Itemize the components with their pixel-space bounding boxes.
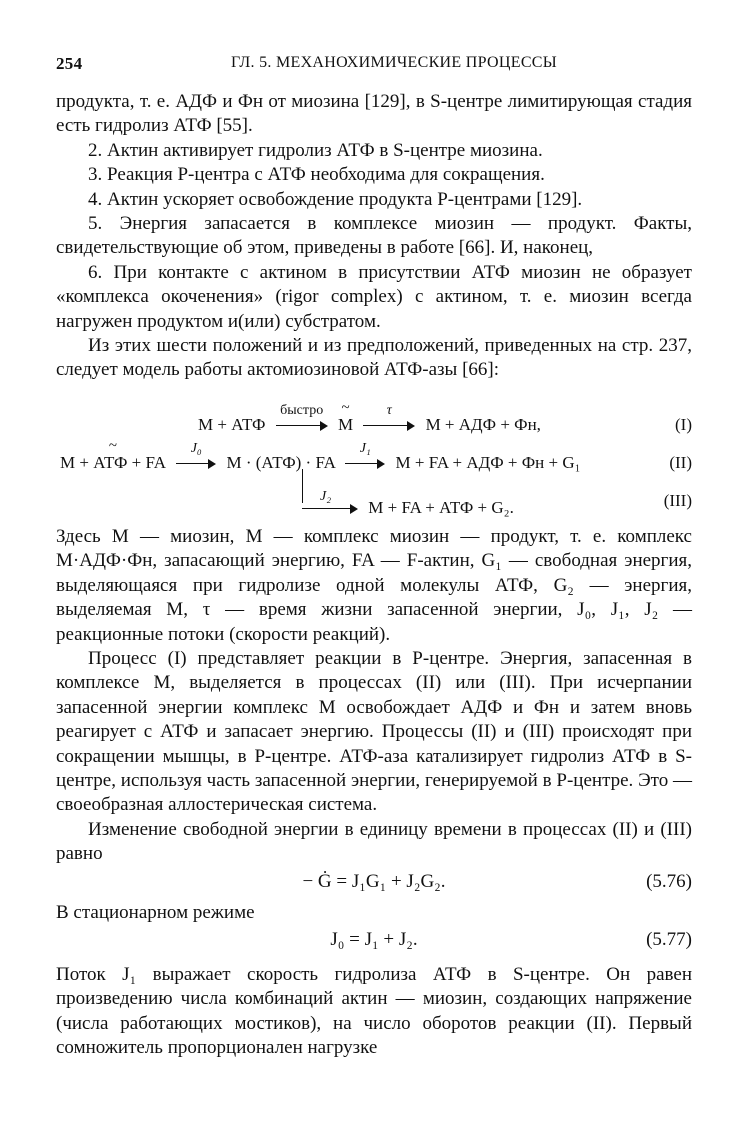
reaction-arrow	[363, 402, 415, 431]
arrow-label: быстро	[280, 402, 324, 418]
paragraph: Поток J₁ выражает скорость гидролиза АТФ в S-центре. Он равен произведению числа комбинаций актин — миозин, создающих напряжение (числа работающих мостиков), на число оборотов реакции (II). Первый сомножитель пропорционален нагрузке	[56, 963, 692, 1059]
running-title: ГЛ. 5. МЕХАНОХИМИЧЕСКИЕ ПРОЦЕССЫ	[230, 54, 558, 71]
arrow-label: τ	[386, 402, 392, 418]
scheme-term: M + АДФ + Фн,	[425, 414, 541, 434]
list-item: 6. При контакте с актином в присутствии АТФ миозин не образует «комплекса окоченения» (rigor complex) с актином, т. е. миозин всегда нагружен продуктом и(или) субстратом.	[56, 261, 692, 332]
page-number: 254	[56, 54, 83, 73]
equation-formula: − Ġ = J₁G₁ + J₂G₂.	[302, 870, 446, 892]
reaction-arrow	[176, 440, 216, 469]
reaction-arrow	[276, 402, 328, 431]
arrow-label: J₀	[190, 440, 202, 456]
paragraph: Процесс (I) представляет реакции в Р-центре. Энергия, запасенная в комплексе M, выделяется в процессах (II) или (III). При исчерпании запасенной энергии комплекс M освобождает АДФ и Фн и затем вновь реагирует с АТФ и запасает энергию. Процессы (II) и (III) происходят при сокращении мышцы, в Р-центре. АТФ-аза катализирует гидролиз АТФ в S-центре, используя часть запасенной энергии, генерируемой в Р-центре. Это — своеобразная аллостерическая система.	[56, 647, 692, 816]
page-header	[56, 50, 692, 76]
list-item: 2. Актин активирует гидролиз АТФ в S-центре миозина.	[88, 139, 543, 161]
paragraph: Изменение свободной энергии в единицу времени в процессах (II) и (III) равно	[56, 818, 692, 865]
scheme-line-3	[302, 489, 514, 518]
paragraph: продукта, т. е. АДФ и Фн от миозина [129], в S-центре лимитирующая стадия есть гидролиз АТФ [55].	[56, 91, 692, 137]
paragraph: Из этих шести положений и из предположений, приведенных на стр. 237, следует модель работы актомиозиновой АТФ-азы [66]:	[56, 335, 692, 381]
equation-tag: (II)	[669, 452, 692, 472]
equation-5-77	[56, 925, 692, 959]
paragraph: В стационарном режиме	[56, 901, 255, 923]
book-page	[56, 50, 692, 1061]
scheme-term: M + FA + АДФ + Фн + G₁	[395, 452, 581, 472]
reaction-arrow	[302, 489, 352, 509]
scheme-line-2	[60, 440, 581, 473]
list-item: 4. Актин ускоряет освобождение продукта Р-центрами [129].	[88, 188, 583, 210]
list-item: 3. Реакция Р-центра с АТФ необходима для сокращения.	[88, 164, 545, 186]
scheme-term: M + FA + АТФ + G₂.	[368, 497, 514, 517]
equation-tag: (III)	[663, 490, 692, 510]
paragraph: Здесь M — миозин, M — комплекс миозин — продукт, т. е. комплекс M·АДФ·Фн, запасающий энергию, FA — F-актин, G₁ — свободная энергия, выделяющаяся при гидролизе одной молекулы АТФ, G₂ — энергия, выделяемая M, τ — время жизни запасенной энергии, J₀, J₁, J₂ — реакционные потоки (скорости реакций).	[56, 525, 692, 645]
arrow-label: J₂	[320, 489, 332, 505]
equation-tag: (I)	[675, 414, 692, 434]
scheme-term: ~ M + АТФ + FA	[60, 453, 166, 473]
equation-number: (5.77)	[646, 928, 692, 950]
scheme-term: ~ M	[338, 415, 353, 435]
reaction-arrow	[345, 440, 385, 469]
scheme-term: M + АТФ	[198, 414, 266, 434]
scheme-term: M · (АТФ) · FA	[226, 452, 336, 472]
scheme-line-1	[198, 402, 541, 435]
body-text	[56, 90, 692, 1061]
equation-number: (5.76)	[646, 870, 692, 892]
arrow-label: J₁	[359, 440, 371, 456]
equation-formula: J₀ = J₁ + J₂.	[330, 928, 418, 950]
reaction-scheme	[56, 391, 692, 519]
list-item: 5. Энергия запасается в комплексе миозин — продукт. Факты, свидетельствующие об этом, приведены в работе [66]. И, наконец,	[56, 213, 692, 259]
equation-5-76	[56, 867, 692, 901]
